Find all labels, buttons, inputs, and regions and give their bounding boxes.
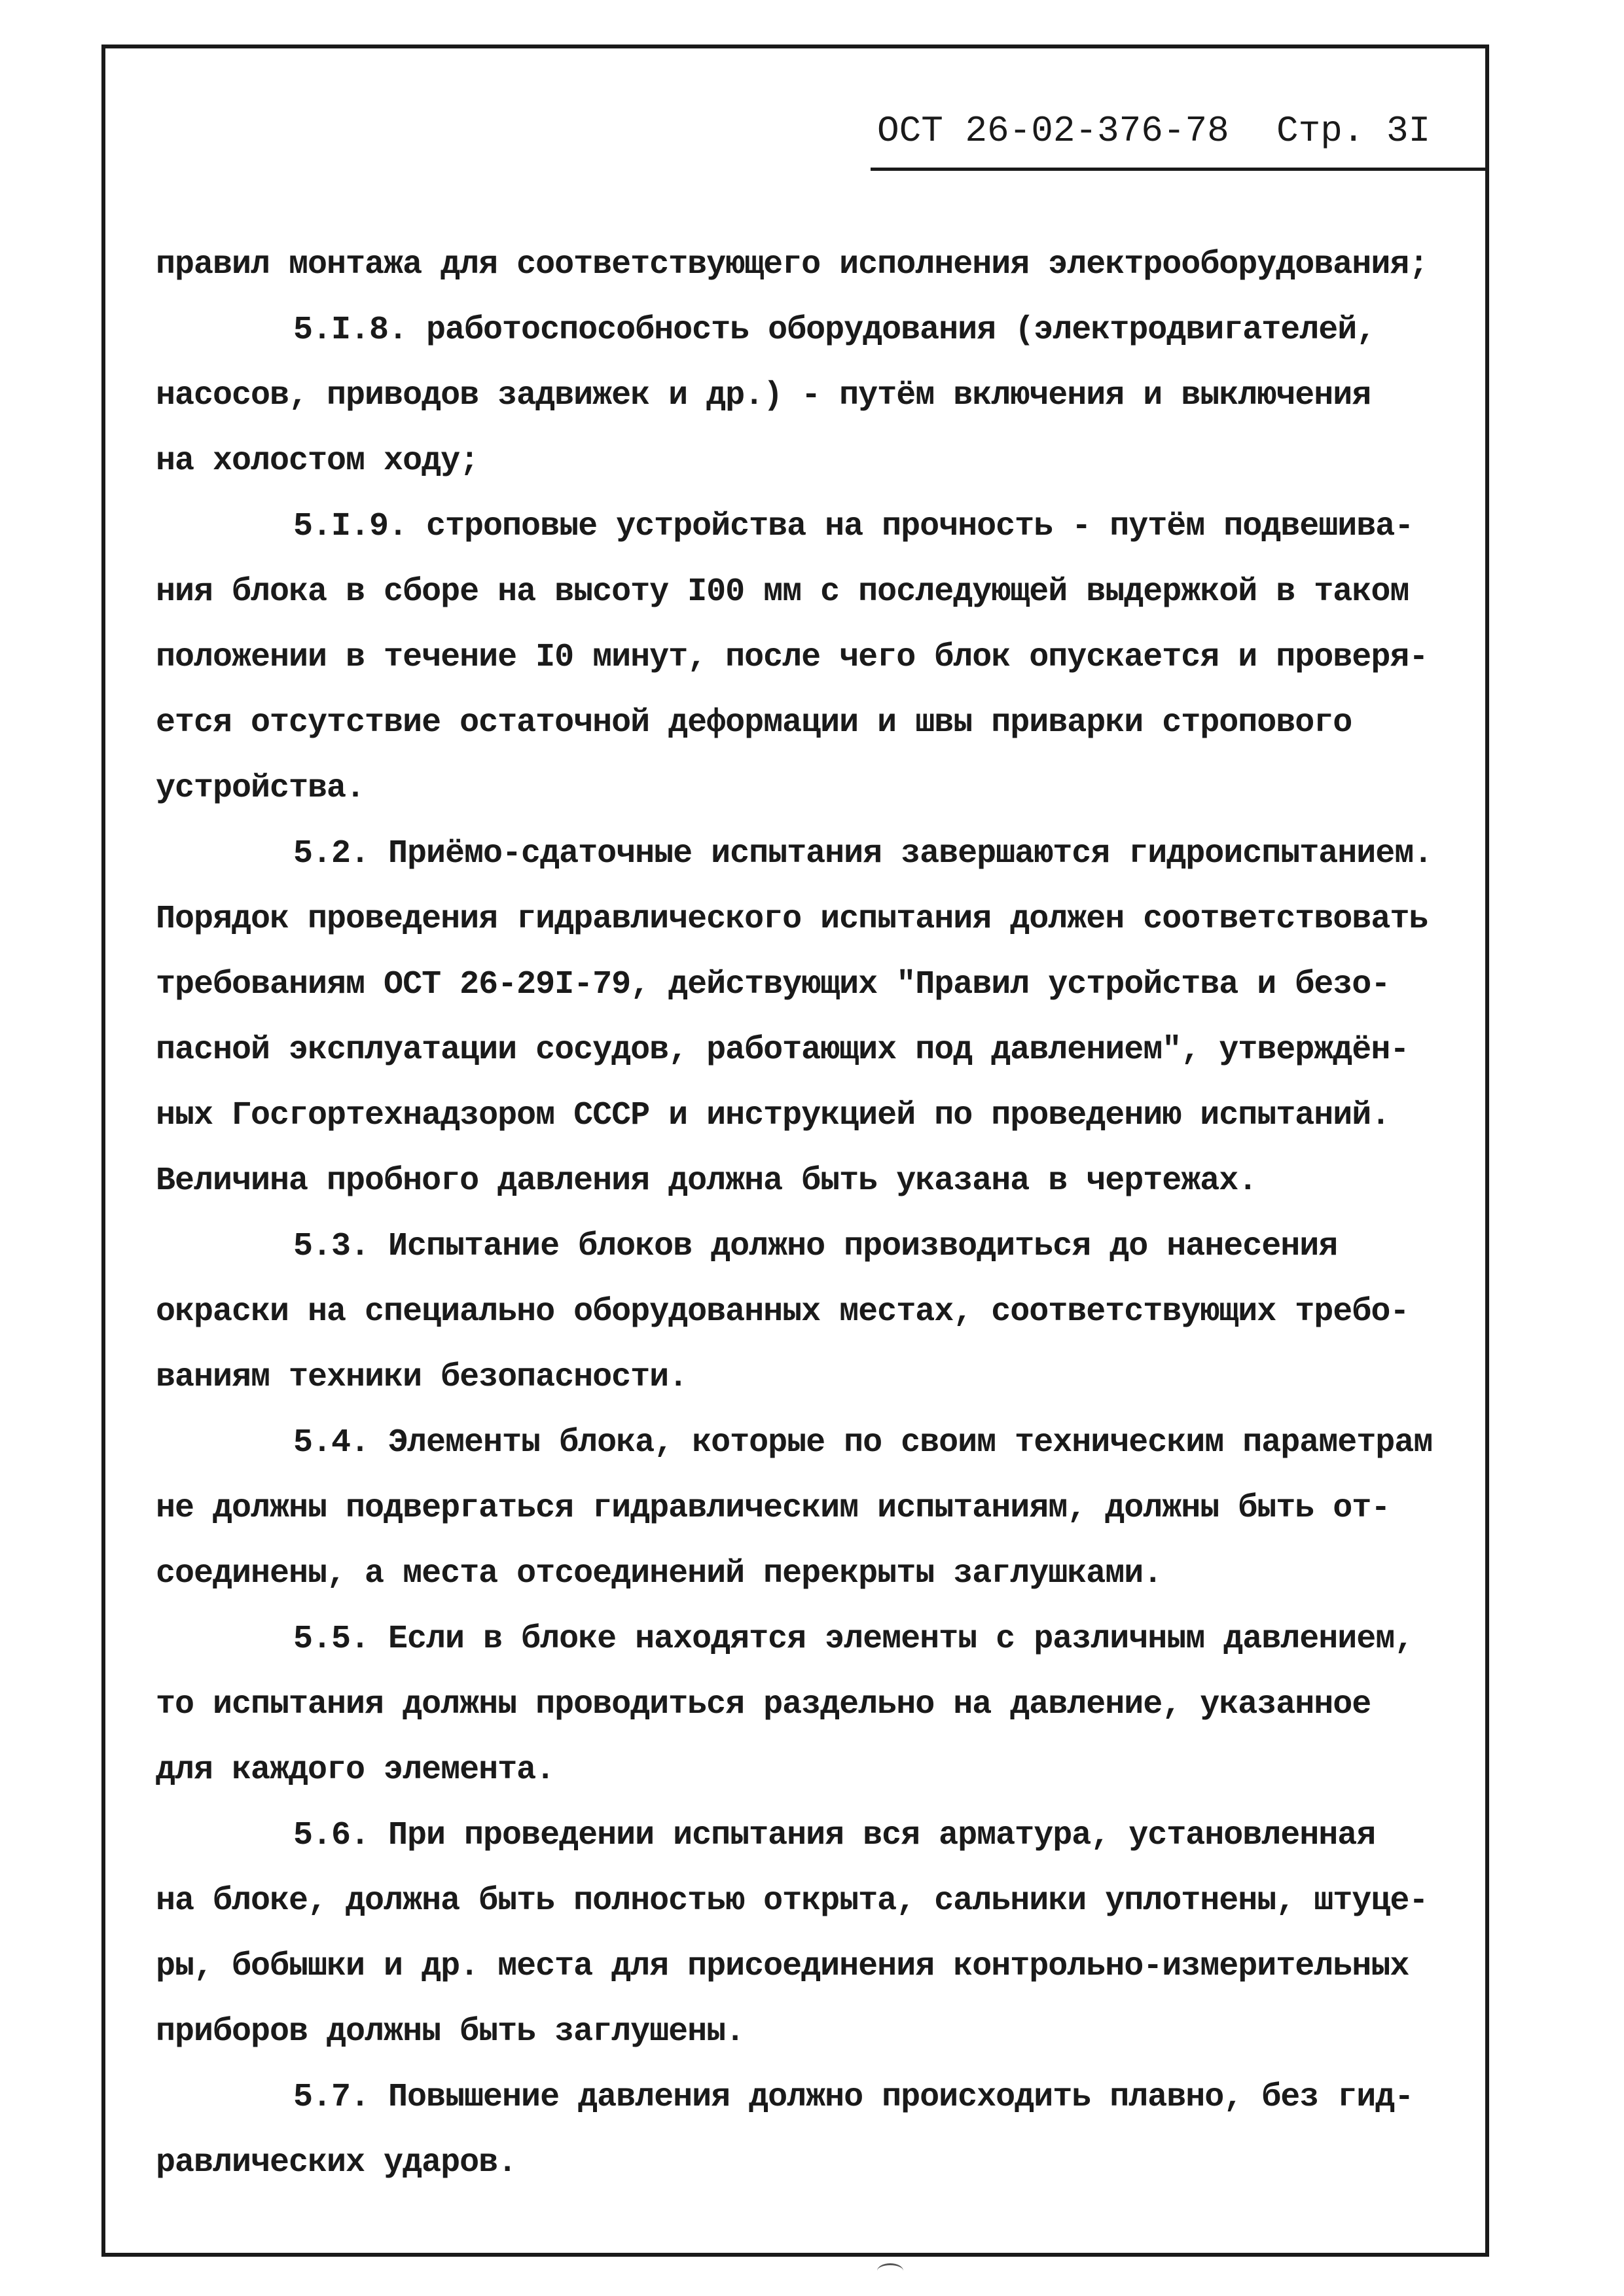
text-line: то испытания должны проводиться раздельно на давление, указанное (156, 1686, 1371, 1723)
text-line: ется отсутствие остаточной деформации и швы приварки стропового (156, 704, 1352, 742)
document-code: ОСТ 26-02-376-78 (877, 110, 1229, 152)
text-line: ваниям техники безопасности. (156, 1359, 688, 1396)
text-line: не должны подвергаться гидравлическим испытаниям, должны быть от- (156, 1490, 1390, 1527)
text-line: на холостом ходу; (156, 442, 479, 480)
text-line: 5.6. При проведении испытания вся арматура, установленная (293, 1817, 1376, 1854)
text-line: 5.7. Повышение давления должно происходить плавно, без гид- (293, 2079, 1414, 2116)
text-line: приборов должны быть заглушены. (156, 2013, 745, 2051)
page-header (871, 97, 1492, 169)
text-line: правил монтажа для соответствующего исполнения электрооборудования; (156, 246, 1428, 283)
text-line: 5.2. Приёмо-сдаточные испытания завершаются гидроиспытанием. (293, 835, 1433, 872)
text-line: требованиям ОСТ 26-29I-79, действующих "Правил устройства и безо- (156, 966, 1390, 1003)
page-number: Стр. 3I (1276, 110, 1431, 152)
text-line: на блоке, должна быть полностью открыта, сальники уплотнены, штуце- (156, 1882, 1428, 1920)
text-line: 5.3. Испытание блоков должно производиться до нанесения (293, 1228, 1338, 1265)
text-line: 5.5. Если в блоке находятся элементы с различным давлением, (293, 1621, 1414, 1658)
text-line: 5.I.8. работоспособность оборудования (электродвигателей, (293, 312, 1376, 349)
text-line: пасной эксплуатации сосудов, работающих под давлением", утверждён- (156, 1031, 1409, 1069)
header-underline (871, 168, 1486, 171)
text-line: 5.4. Элементы блока, которые по своим техническим параметрам (293, 1424, 1433, 1462)
text-line: насосов, приводов задвижек и др.) - путём включения и выключения (156, 377, 1371, 414)
text-line: ры, бобышки и др. места для присоединения контрольно-измерительных (156, 1948, 1409, 1985)
document-body (156, 232, 1504, 2196)
text-line: ных Госгортехнадзором СССР и инструкцией по проведению испытаний. (156, 1097, 1390, 1134)
text-line: Величина пробного давления должна быть указана в чертежах. (156, 1162, 1257, 1200)
text-line: ния блока в сборе на высоту I00 мм с последующей выдержкой в таком (156, 573, 1409, 611)
text-line: положении в течение I0 минут, после чего блок опускается и проверя- (156, 639, 1428, 676)
text-line: устройства. (156, 770, 365, 807)
text-line: 5.I.9. строповые устройства на прочность - путём подвешива- (293, 508, 1414, 545)
text-line: соединены, а места отсоединений перекрыты заглушками. (156, 1555, 1163, 1592)
text-line: равлических ударов. (156, 2144, 517, 2181)
text-line: Порядок проведения гидравлического испытания должен соответствовать (156, 901, 1428, 938)
text-line: окраски на специально оборудованных местах, соответствующих требо- (156, 1293, 1409, 1331)
text-line: для каждого элемента. (156, 1751, 555, 1789)
bottom-mark (877, 2263, 903, 2278)
